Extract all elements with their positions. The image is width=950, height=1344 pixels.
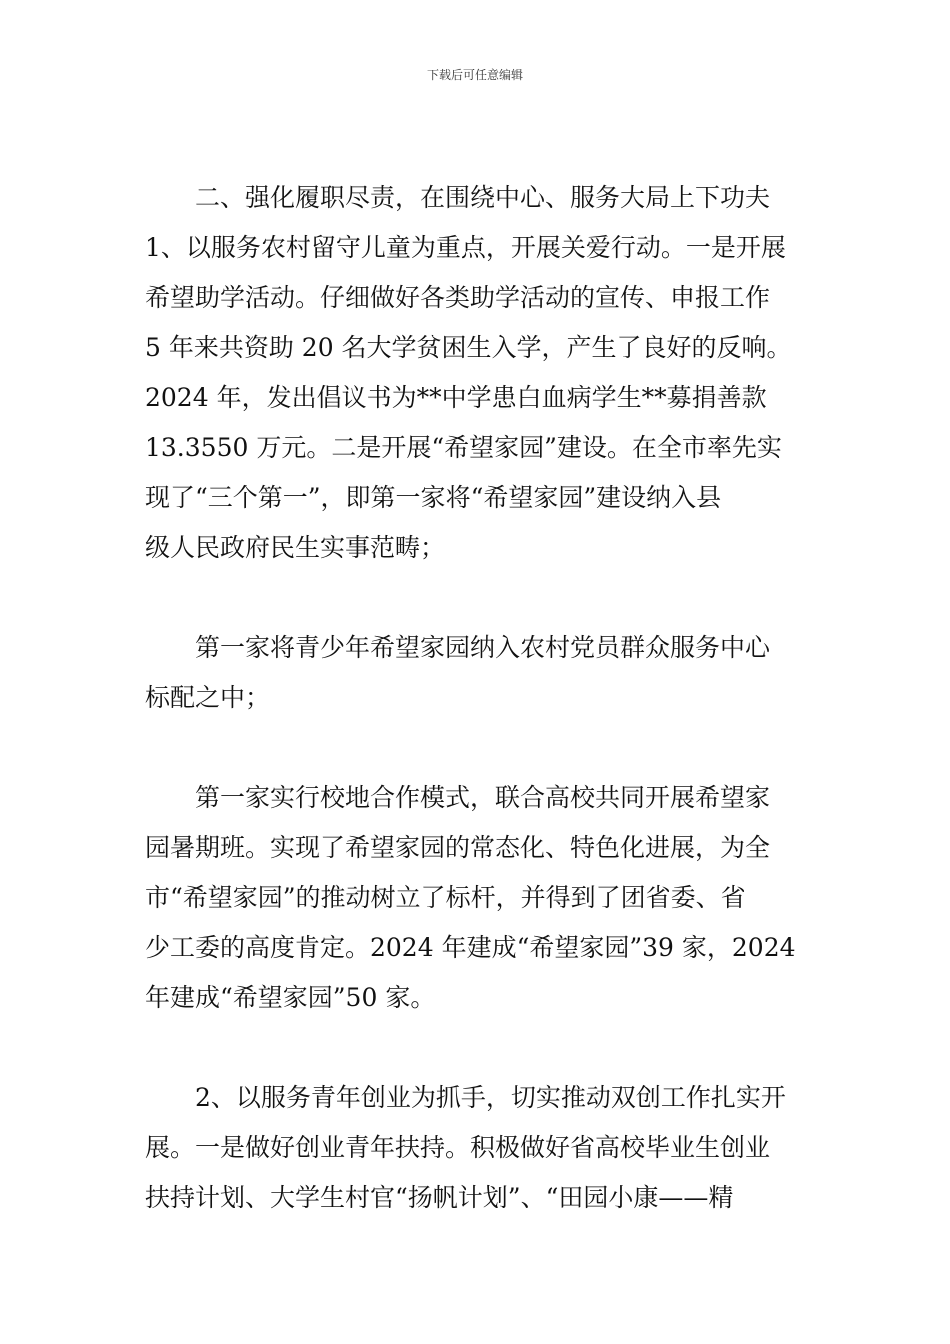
text-line-6: 13.3550 万元。二是开展“希望家园”建设。在全市率先实: [145, 433, 782, 462]
page-header: 下载后可任意编辑: [426, 68, 523, 82]
text-line-12: 园暑期班。实现了希望家园的常态化、特色化进展，为全: [145, 833, 771, 862]
text-line-14: 少工委的高度肯定。2024 年建成“希望家园”39 家，2024: [145, 933, 796, 962]
text-line-17: 展。一是做好创业青年扶持。积极做好省高校毕业生创业: [145, 1133, 771, 1162]
text-line-15: 年建成“希望家园”50 家。: [145, 983, 436, 1012]
text-line-4: 5 年来共资助 20 名大学贫困生入学，产生了良好的反响。: [145, 333, 792, 362]
text-line-13: 市“希望家园”的推动树立了标杆，并得到了团省委、省: [145, 883, 746, 912]
text-line-16: 2、以服务青年创业为抓手，切实推动双创工作扎实开: [195, 1083, 786, 1112]
text-line-1: 二、强化履职尽责，在围绕中心、服务大局上下功夫: [195, 183, 771, 212]
text-line-7: 现了“三个第一”，即第一家将“希望家园”建设纳入县: [145, 483, 722, 512]
text-line-3: 希望助学活动。仔细做好各类助学活动的宣传、申报工作: [145, 283, 771, 312]
text-line-8: 级人民政府民生实事范畴；: [145, 533, 446, 562]
text-line-11: 第一家实行校地合作模式，联合高校共同开展希望家: [195, 783, 771, 812]
text-line-18: 扶持计划、大学生村官“扬帆计划”、“田园小康——精: [145, 1183, 734, 1212]
text-line-10: 标配之中；: [145, 683, 271, 712]
text-line-5: 2024 年，发出倡议书为**中学患白血病学生**募捐善款: [145, 383, 767, 412]
text-line-2: 1、以服务农村留守儿童为重点，开展关爱行动。一是开展: [145, 233, 786, 262]
text-line-9: 第一家将青少年希望家园纳入农村党员群众服务中心: [195, 633, 771, 662]
